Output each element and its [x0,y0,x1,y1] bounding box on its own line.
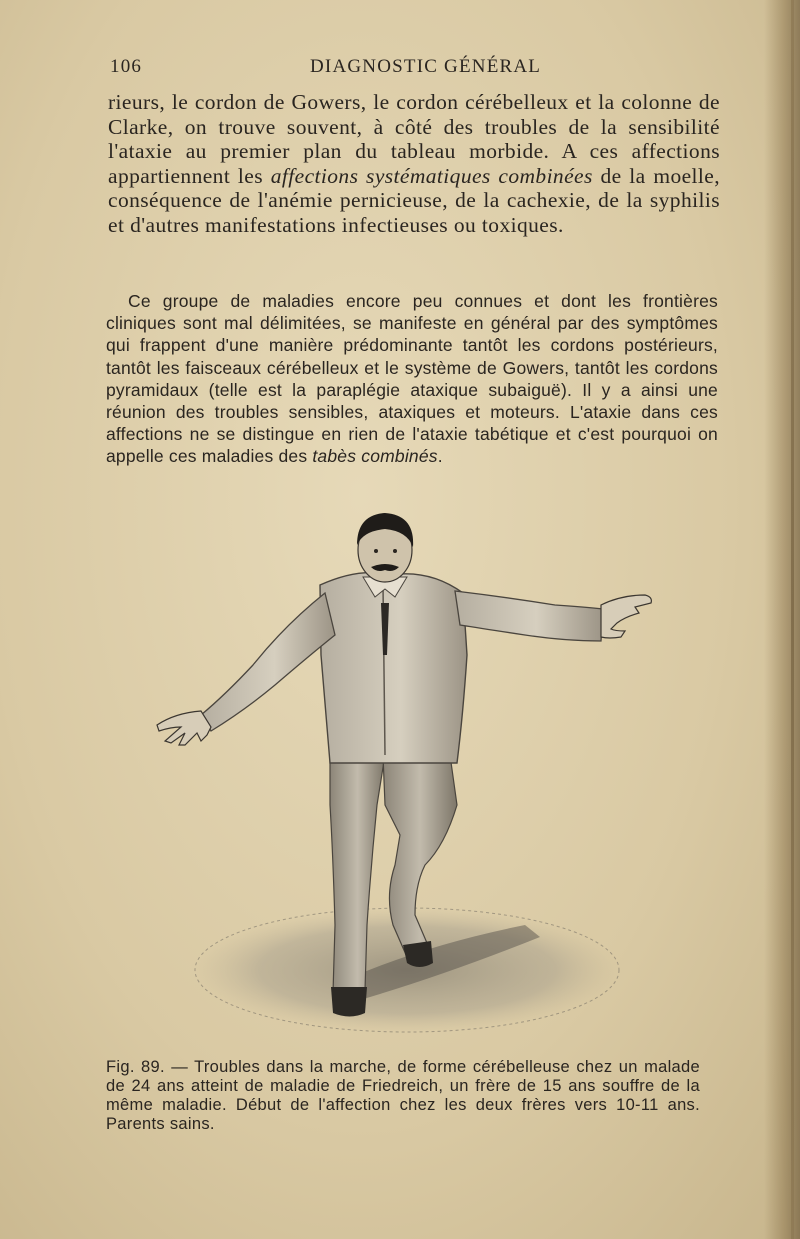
small-print-paragraph [106,290,718,468]
main-text-part1: rieurs, le cordon de Gowers, le cordon cérébelleux et la colonne de Clarke, on trouve souvent, à côté des troubles de la sensibilité l'ataxie au premier plan du tableau morbide. A ces affections appartiennent les [108,90,720,188]
figure-right-hand [601,595,651,638]
figure-left-eye [374,549,378,553]
figure-right-shoe [403,941,433,967]
figure-right-arm [455,591,603,641]
main-paragraph-text [108,90,720,238]
page-number: 106 [110,56,143,77]
main-text-italic: affections systématiques combinées [270,163,593,188]
figure-left-hand [157,711,211,745]
small-print-text [106,290,718,468]
small-text-italic: tabès combinés [312,446,438,467]
main-text-part2: de la moelle, conséquence de l'anémie pernicieuse, de la cachexie, de la syphilis et d'autres manifestations infectieuses ou toxiques. [108,163,720,237]
figure-caption-text: Fig. 89. — Troubles dans la marche, de forme cérébelleuse chez un malade de 24 ans atteint de maladie de Friedreich, un frère de 15 ans souffre de la même maladie. Début de l'affection chez les deux frères vers 10-11 ans. Parents sains. [106,1058,700,1133]
figure-jacket [320,573,467,763]
page-edge-line [791,0,794,1239]
figure-left-shoe [331,987,367,1017]
small-text-part1: Ce groupe de maladies encore peu connues et dont les frontières cliniques sont mal délimitées, se manifeste en général par des symptômes qui frappent d'une manière prédominante tantôt les cordons postérieurs, tantôt les faisceaux cérébelleux et le système de Gowers, tantôt les cordons pyramidaux (telle est la paraplégie ataxique subaiguë). Il y a ainsi une réunion des troubles sensibles, ataxiques et moteurs. L'ataxie dans ces affections ne se distingue en rien de l'ataxie tabétique et c'est pourquoi on appelle ces maladies des [106,291,718,467]
small-text-part2: . [437,446,443,467]
figure-left-arm [201,593,335,731]
figure-caption [106,1058,700,1134]
running-title: DIAGNOSTIC GÉNÉRAL [310,56,542,77]
page-edge-shadow [764,0,800,1239]
figure-right-eye [393,549,397,553]
page-header [0,56,800,82]
figure-illustration [145,505,665,1045]
main-paragraph [108,90,720,238]
